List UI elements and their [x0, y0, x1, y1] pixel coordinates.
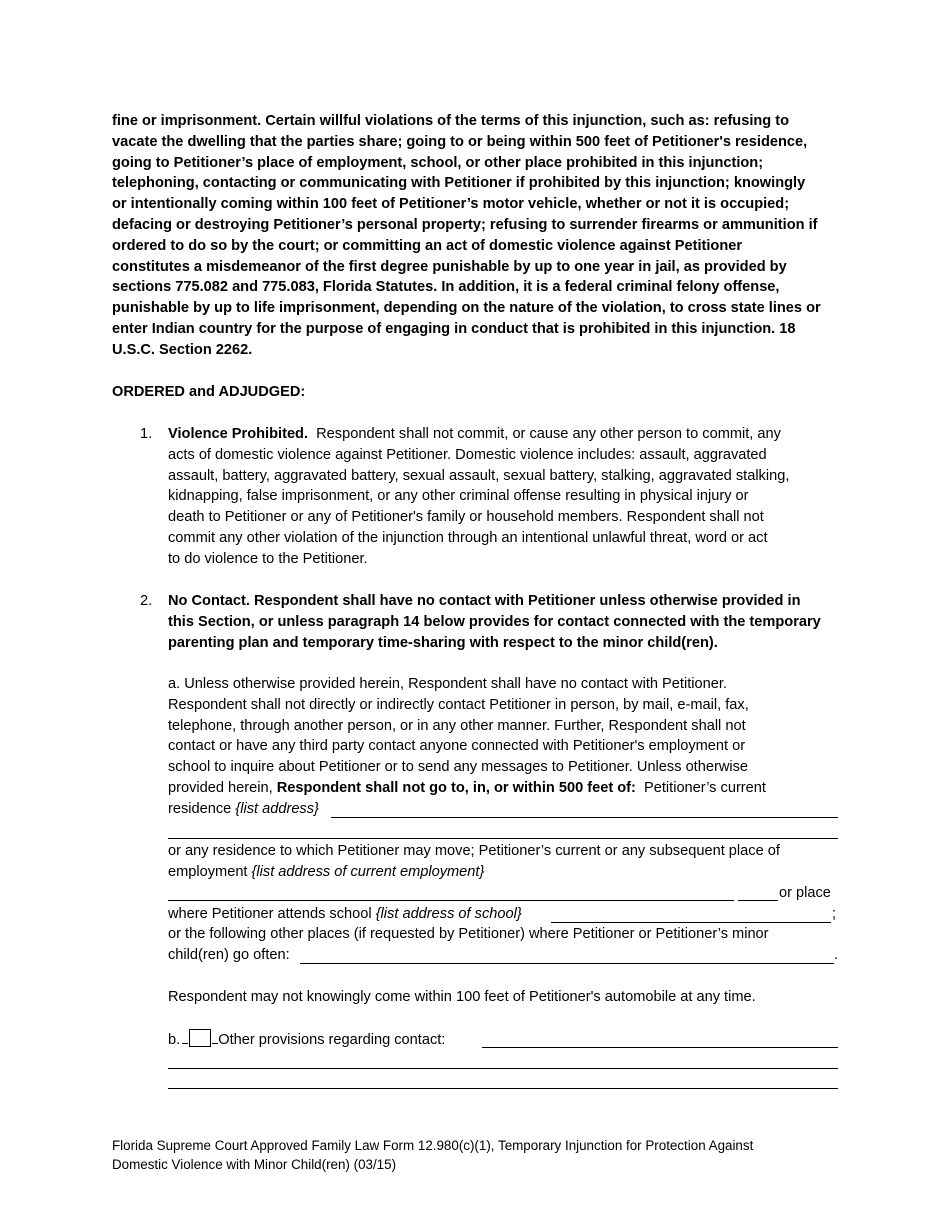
- go-often-label: child(ren) go often:: [168, 947, 290, 963]
- item1-line: commit any other violation of the injunction through an intentional unlawful threat, word or act: [168, 529, 768, 546]
- provided-suffix: Petitioner’s current: [635, 780, 766, 796]
- warning-line: constitutes a misdemeanor of the first degree punishable by up to one year in jail, as provided by: [112, 258, 787, 275]
- school-label: where Petitioner attends school: [168, 906, 376, 922]
- sub-a-line: Respondent shall not directly or indirectly contact Petitioner in person, by mail, e-mail, fax,: [168, 696, 749, 713]
- item2-heading-line: this Section, or unless paragraph 14 below provides for contact connected with the temporary: [168, 613, 821, 630]
- ordered-heading: ORDERED and ADJUDGED:: [112, 384, 306, 400]
- footer-line2: Domestic Violence with Minor Child(ren) (03/15): [112, 1157, 397, 1172]
- item1-line: death to Petitioner or any of Petitioner's family or household members. Respondent shall not: [168, 509, 764, 526]
- school-address-field[interactable]: [551, 908, 831, 923]
- item1-line: kidnapping, false imprisonment, or any other criminal offense resulting in physical injury or: [168, 488, 749, 505]
- provided-herein-line: [168, 778, 840, 799]
- go-often-period: .: [834, 947, 839, 963]
- warning-line: telephoning, contacting or communicating with Petitioner if prohibited by this injunction; knowingly: [112, 175, 806, 192]
- residence-label: residence: [168, 801, 236, 817]
- form-footer: [112, 1136, 840, 1174]
- warning-line: ordered to do so by the court; or committing an act of domestic violence against Petitioner: [112, 237, 743, 254]
- moves-line: or any residence to which Petitioner may move; Petitioner’s current or any subsequent place of: [168, 843, 780, 859]
- sub-b-prefix: b.: [168, 1032, 181, 1048]
- warning-line: fine or imprisonment. Certain willful violations of the terms of this injunction, such as: refusing to: [112, 113, 790, 129]
- warning-line: enter Indian country for the purpose of engaging in conduct that is prohibited in this injunction. 18: [112, 320, 796, 337]
- footer-line1: Florida Supreme Court Approved Family Law Form 12.980(c)(1), Temporary Injunction for Protection Against: [112, 1138, 754, 1153]
- item1-title: Violence Prohibited.: [168, 426, 309, 442]
- sub-a-line: school to inquire about Petitioner or to send any messages to Petitioner. Unless otherwise: [168, 759, 749, 776]
- warning-paragraph: [112, 111, 840, 361]
- residence-address-field-line2[interactable]: [168, 838, 838, 839]
- sub-a-line: contact or have any third party contact anyone connected with Petitioner's employment or: [168, 738, 746, 755]
- residence-hint: {list address}: [235, 801, 319, 817]
- other-provisions-checkbox[interactable]: [189, 1029, 211, 1047]
- item1-line: acts of domestic violence against Petitioner. Domestic violence includes: assault, aggravated: [168, 446, 767, 463]
- sub-a-paragraph: [168, 674, 840, 778]
- school-end: ;: [832, 906, 837, 922]
- automobile-line: Respondent may not knowingly come within 100 feet of Petitioner's automobile at any time.: [168, 989, 756, 1005]
- item2-heading: [168, 591, 840, 653]
- warning-line: punishable by up to life imprisonment, depending on the nature of the violation, to cross state lines or: [112, 300, 821, 317]
- other-provisions-field-line3[interactable]: [168, 1088, 838, 1089]
- other-provisions-field-line2[interactable]: [168, 1068, 838, 1069]
- warning-line: U.S.C. Section 2262.: [112, 341, 253, 358]
- sub-a-line: a. Unless otherwise provided herein, Respondent shall have no contact with Petitioner.: [168, 676, 727, 692]
- sub-b-label: Other provisions regarding contact:: [218, 1032, 446, 1048]
- employment-hint: {list address of current employment}: [251, 864, 485, 880]
- sub-b-pre-rule: [182, 1029, 188, 1044]
- warning-line: or intentionally coming within 100 feet of Petitioner’s motor vehicle, whether or not it is occupied;: [112, 196, 790, 213]
- other-places-field[interactable]: [300, 949, 834, 964]
- item1-number: 1.: [140, 426, 153, 442]
- other-places-line: or the following other places (if requested by Petitioner) where Petitioner or Petitioner’s minor: [168, 926, 769, 942]
- item2-heading-line: parenting plan and temporary time-sharing with respect to the minor child(ren).: [168, 634, 718, 651]
- other-provisions-field[interactable]: [482, 1033, 838, 1048]
- warning-line: sections 775.082 and 775.083, Florida Statutes. In addition, it is a federal criminal felony offense,: [112, 279, 780, 296]
- provided-prefix: provided herein,: [168, 780, 277, 796]
- sub-a-line: telephone, through another person, or in any other manner. Further, Respondent shall not: [168, 717, 746, 734]
- warning-line: vacate the dwelling that the parties share; going to or being within 500 feet of Petitioner's residence,: [112, 133, 808, 150]
- or-place-label: or place: [779, 885, 831, 901]
- employment-address-field[interactable]: [168, 886, 734, 901]
- warning-line: defacing or destroying Petitioner’s personal property; refusing to surrender firearms or ammunition if: [112, 216, 818, 233]
- item1-lines: [168, 445, 840, 570]
- employment-address-field-short[interactable]: [738, 886, 778, 901]
- residence-address-field[interactable]: [331, 803, 838, 818]
- employment-line: [168, 862, 840, 883]
- item1-line: to do violence to the Petitioner.: [168, 550, 368, 567]
- item2-number: 2.: [140, 593, 153, 609]
- warning-line: going to Petitioner’s place of employment, school, or other place prohibited in this injunction;: [112, 154, 764, 171]
- item1-first-line: Respondent shall not commit, or cause any other person to commit, any: [308, 426, 781, 442]
- item1-paragraph: [168, 424, 840, 570]
- employment-label: employment: [168, 864, 252, 880]
- provided-bold: Respondent shall not go to, in, or within 500 feet of:: [276, 780, 636, 796]
- item1-line: assault, battery, aggravated battery, sexual assault, sexual battery, stalking, aggravated stalking,: [168, 467, 790, 484]
- school-hint: {list address of school}: [375, 906, 522, 922]
- item2-heading-line: No Contact. Respondent shall have no contact with Petitioner unless otherwise provided in: [168, 593, 801, 609]
